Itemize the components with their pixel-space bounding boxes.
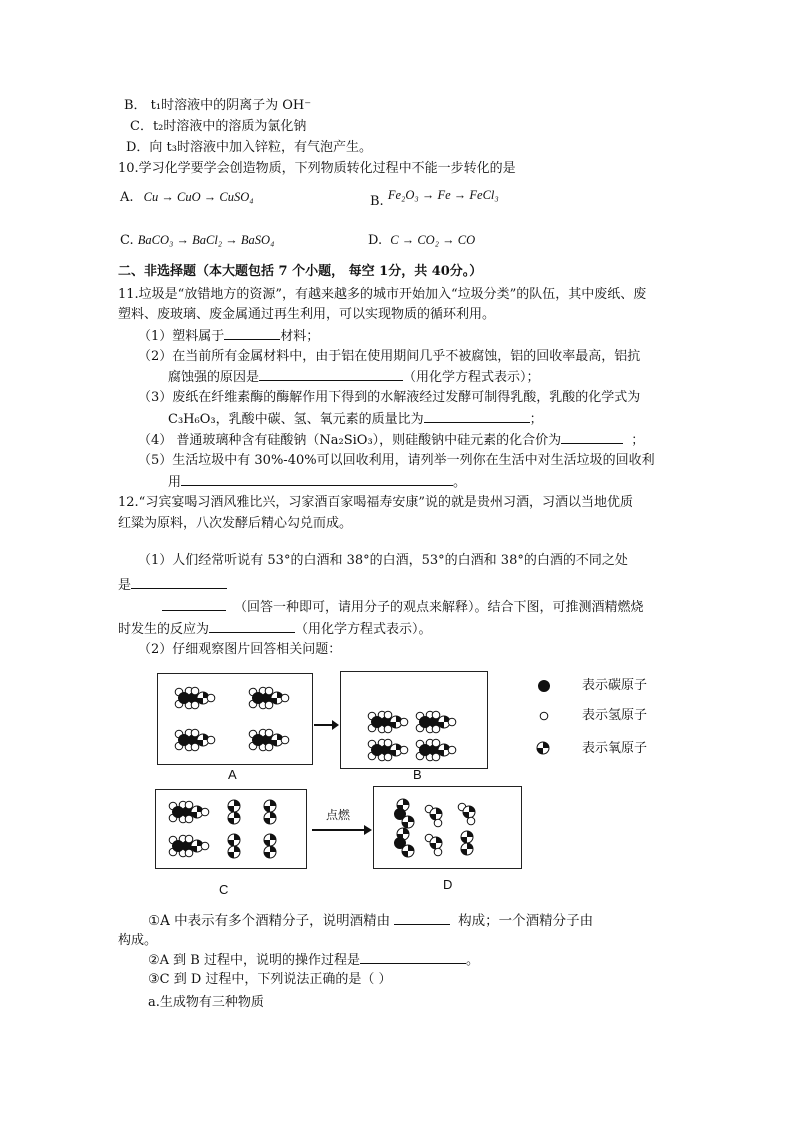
- q10-option-d-formula: C → CO₂ → CO: [390, 233, 476, 247]
- q10-option-d: [368, 231, 475, 250]
- q12-sub3: ③C 到 D 过程中，下列说法正确的是（ ）: [148, 972, 392, 987]
- legend-oxygen: 表示氧原子: [582, 741, 648, 756]
- q10-option-b: [370, 188, 499, 211]
- q10-option-c: [120, 231, 274, 250]
- q11-part5-line2: [168, 473, 466, 492]
- q12-part1-blank-c[interactable]: [209, 620, 295, 633]
- q12-part1-text: 是: [118, 578, 132, 593]
- q12-part1-line4: [118, 620, 432, 639]
- q10-option-c-label: C.: [120, 233, 134, 248]
- q12-sub3-option-a: a.生成物有三种物质: [148, 995, 264, 1010]
- q12-part1-line2: [118, 576, 227, 595]
- q12-sub1-blank[interactable]: [394, 912, 450, 925]
- figure-label-b: B: [413, 767, 422, 782]
- q11-part2-suffix: （用化学方程式表示）；: [403, 370, 540, 385]
- figure-box-d: [373, 786, 522, 869]
- q11-stem-line2: 塑料、废玻璃、废金属通过再生利用，可以实现物质的循环利用。: [118, 307, 496, 322]
- q12-sub1-suffix: 构成；一个酒精分子由: [458, 913, 594, 929]
- hydrogen-atom-icon: [534, 706, 554, 726]
- q12-sub1-line1: [148, 912, 593, 930]
- carbon-atom-icon: [534, 676, 554, 696]
- q10-option-a-label: A.: [120, 190, 134, 205]
- legend-hydrogen: 表示氢原子: [582, 708, 648, 723]
- q12-sub2-suffix: 。: [466, 953, 480, 968]
- figure-box-c: [155, 789, 307, 869]
- q11-part3-line2: [168, 410, 543, 429]
- q10-option-a-formula: Cu → CuO → CuSO₄: [143, 190, 254, 204]
- q9-option-c: C．t₂时溶液中的溶质为氯化钠: [130, 119, 307, 134]
- q12-sub2-blank[interactable]: [360, 951, 466, 964]
- q12-sub1-line2: 构成。: [118, 933, 158, 948]
- box-b-molecules: [341, 672, 487, 768]
- figure-label-c: C: [219, 882, 229, 897]
- q11-part1-blank[interactable]: [224, 327, 280, 340]
- q11-part5-text: 用: [168, 475, 182, 490]
- figure-label-a: A: [228, 767, 237, 782]
- legend-carbon: 表示碳原子: [582, 678, 648, 693]
- q11-part3-suffix: ；: [529, 412, 543, 427]
- q11-part2-line2: [168, 368, 540, 387]
- q11-part4-text: （4） 普通玻璃种含有硅酸钠（Na₂SiO₃），则硅酸钠中硅元素的化合价为: [138, 433, 562, 448]
- q12-part2: （2）仔细观察图片回答相关问题：: [138, 642, 342, 657]
- q11-part5-blank[interactable]: [181, 473, 453, 486]
- q11-part3-line1: （3）废纸在纤维素酶的酶解作用下得到的水解液经过发酵可制得乳酸，乳酸的化学式为: [138, 390, 641, 405]
- q10-option-a: [120, 188, 254, 207]
- q11-part1-suffix: 材料；: [280, 329, 320, 344]
- q11-part5-suffix: 。: [453, 475, 467, 490]
- q12-sub2-text: ②A 到 B 过程中，说明的操作过程是: [148, 953, 360, 968]
- q10-option-b-label: B.: [370, 194, 384, 209]
- q11-part2-blank[interactable]: [259, 368, 403, 381]
- q12-part1-eq-text: 时发生的反应为: [118, 622, 210, 637]
- q10-option-d-label: D.: [368, 233, 383, 248]
- q10-option-b-formula: Fe₂O₃ → Fe → FeCl₃: [387, 188, 499, 202]
- q12-part1-line3: [162, 598, 644, 617]
- q12-sub2: [148, 951, 479, 970]
- q11-part4-suffix: ；: [631, 433, 645, 448]
- box-d-molecules: [374, 787, 521, 868]
- q11-part3-blank[interactable]: [424, 410, 530, 423]
- ignite-label: 点燃: [326, 808, 351, 822]
- figure-box-b: [340, 671, 488, 769]
- arrow-c-to-d: [310, 823, 374, 837]
- box-a-molecules: [158, 674, 312, 764]
- q11-part3-text: C₃H₆O₃，乳酸中碳、氢、氧元素的质量比为: [168, 412, 424, 427]
- q11-part2-text: 腐蚀强的原因是: [168, 370, 260, 385]
- q9-option-d: D．向 t₃时溶液中加入锌粒，有气泡产生。: [126, 140, 372, 155]
- q11-part4: [138, 431, 644, 450]
- q9-option-b: B． t₁时溶液中的阴离子为 OH⁻: [124, 98, 312, 113]
- q12-stem-line2: 红粱为原料，八次发酵后精心勾兑而成。: [118, 516, 353, 531]
- q10-stem: 10.学习化学要学会创造物质，下列物质转化过程中不能一步转化的是: [118, 161, 516, 176]
- q12-part1-blank-b[interactable]: [162, 598, 226, 611]
- q11-part1: [138, 327, 319, 346]
- q11-part4-blank[interactable]: [561, 431, 623, 444]
- figure-box-a: [157, 673, 313, 765]
- q11-part5-line1: （5）生活垃圾中有 30%-40%可以回收利用，请列举一列你在生活中对生活垃圾的回收利: [138, 453, 655, 468]
- q12-sub1-text: ①A 中表示有多个酒精分子，说明酒精由: [148, 913, 391, 929]
- q10-option-c-formula: BaCO₃ → BaCl₂ → BaSO₄: [137, 233, 275, 247]
- figure-label-d: D: [443, 877, 453, 892]
- q12-part1-mid-text: （回答一种即可，请用分子的观点来解释）。结合下图，可推测酒精燃烧: [234, 600, 644, 615]
- arrow-a-to-b: [312, 718, 340, 732]
- q11-part1-text: （1）塑料属于: [138, 329, 225, 344]
- q12-part1-line1: （1）人们经常听说有 53°的白酒和 38°的白酒，53°的白酒和 38°的白酒的不同之处: [138, 553, 628, 568]
- oxygen-atom-icon: [533, 738, 553, 758]
- q12-part1-blank-a[interactable]: [131, 576, 227, 589]
- q11-stem-line1: 11.垃圾是“放错地方的资源”，有越来越多的城市开始加入“垃圾分类”的队伍，其中废纸、废: [118, 287, 647, 302]
- q11-part2-line1: （2）在当前所有金属材料中，由于铝在使用期间几乎不被腐蚀，铝的回收率最高，铝抗: [138, 349, 641, 364]
- q12-stem-line1: 12.“习宾宴喝习酒风雅比兴，习家酒百家喝福寿安康”说的就是贵州习酒，习酒以当地优质: [118, 495, 633, 510]
- q12-part1-eq-suffix: （用化学方程式表示）。: [295, 622, 432, 637]
- box-c-molecules: [156, 790, 306, 868]
- section-2-title: 二、非选择题（本大题包括 7 个小题， 每空 1分，共 40分。）: [118, 264, 483, 279]
